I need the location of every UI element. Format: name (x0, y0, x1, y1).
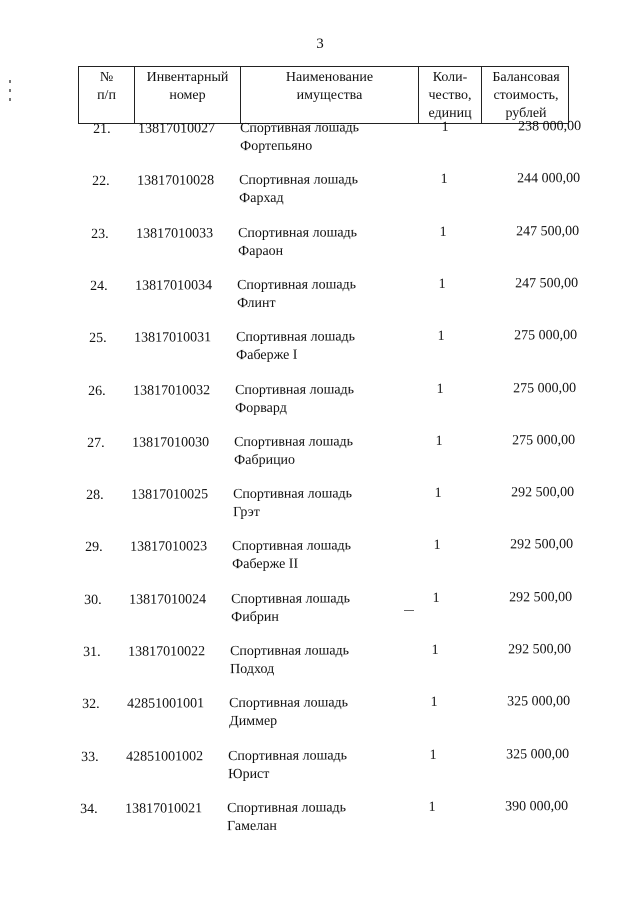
book-value: 292 500,00 (508, 589, 573, 606)
book-value: 292 500,00 (510, 485, 575, 501)
row-number: 32. (82, 697, 100, 713)
property-name: Спортивная лошадь Подход (230, 643, 350, 678)
inventory-number: 13817010024 (129, 591, 207, 608)
header-inventory-number: Инвентарный номер (135, 67, 241, 123)
scan-margin-mark (9, 80, 11, 83)
quantity: 1 (441, 119, 449, 135)
inventory-number: 13817010031 (134, 330, 212, 346)
property-name: Спортивная лошадь Фараон (238, 224, 358, 259)
row-number: 22. (92, 174, 110, 190)
table-row (82, 693, 582, 744)
quantity: 1 (438, 276, 446, 292)
table-row (89, 327, 589, 378)
row-number: 28. (86, 487, 104, 504)
table-row (88, 379, 588, 430)
header-property-name: Наименование имущества (241, 67, 419, 123)
table-row (87, 432, 587, 483)
property-name: Спортивная лошадь Фортепьяно (240, 120, 360, 155)
quantity: 1 (437, 329, 445, 345)
property-name: Спортивная лошадь Фибрин (231, 591, 351, 625)
property-name: Спортивная лошадь Юрист (228, 747, 348, 782)
property-name: Спортивная лошадь Форвард (235, 381, 355, 416)
property-name: Спортивная лошадь Гамелан (227, 800, 347, 834)
quantity: 1 (436, 381, 444, 397)
scan-margin-mark (9, 89, 11, 92)
book-value: 275 000,00 (512, 380, 577, 396)
property-name: Спортивная лошадь Фабрицио (234, 434, 354, 468)
property-name: Спортивная лошадь Фаберже I (236, 329, 356, 364)
inventory-number: 13817010033 (136, 225, 214, 242)
inventory-number: 13817010023 (130, 539, 208, 556)
property-name: Спортивная лошадь Фархад (239, 172, 359, 207)
header-row-number: № п/п (79, 67, 135, 123)
quantity: 1 (429, 747, 437, 763)
inventory-number: 13817010028 (137, 173, 215, 190)
inventory-number: 13817010025 (131, 487, 209, 503)
table-row (90, 275, 590, 326)
book-value: 275 000,00 (513, 328, 578, 344)
property-name: Спортивная лошадь Грэт (233, 486, 353, 521)
row-number: 31. (83, 644, 101, 660)
quantity: 1 (430, 695, 438, 711)
row-number: 25. (89, 331, 107, 347)
table-row (84, 589, 584, 640)
book-value: 247 500,00 (514, 275, 579, 292)
book-value: 292 500,00 (509, 537, 574, 553)
row-number: 30. (84, 592, 102, 608)
inventory-number: 13817010022 (128, 644, 206, 660)
row-number: 21. (93, 121, 111, 137)
row-number: 33. (81, 749, 99, 765)
table-row (93, 118, 593, 169)
row-number: 24. (90, 278, 108, 294)
inventory-number: 42851001002 (126, 748, 204, 765)
book-value: 244 000,00 (516, 171, 581, 187)
scan-margin-mark (9, 98, 11, 101)
inventory-number: 13817010034 (135, 278, 213, 294)
row-number: 34. (80, 801, 98, 817)
table-row (80, 798, 580, 849)
book-value: 238 000,00 (517, 119, 582, 135)
row-number: 29. (85, 540, 103, 556)
inventory-number: 13817010030 (132, 435, 210, 451)
book-value: 390 000,00 (504, 798, 569, 815)
table-row (81, 746, 581, 797)
table-row (92, 170, 592, 221)
table-row (85, 536, 585, 587)
inventory-number: 13817010032 (133, 382, 211, 399)
inventory-number: 42851001001 (127, 696, 205, 713)
table-row (83, 641, 583, 692)
quantity: 1 (432, 590, 440, 606)
book-value: 247 500,00 (515, 223, 580, 239)
property-name: Спортивная лошадь Диммер (229, 695, 349, 730)
book-value: 325 000,00 (505, 746, 570, 762)
quantity: 1 (428, 799, 436, 815)
page-number: 3 (316, 36, 324, 52)
book-value: 325 000,00 (506, 694, 571, 710)
header-book-value: Балансовая стоимость, рублей (492, 70, 560, 121)
quantity: 1 (431, 642, 439, 658)
property-name: Спортивная лошадь Фаберже II (232, 538, 352, 573)
row-number: 26. (88, 383, 106, 399)
book-value: 275 000,00 (511, 432, 576, 449)
quantity: 1 (439, 224, 447, 240)
property-table-header (78, 66, 569, 124)
row-number: 23. (91, 226, 109, 242)
header-quantity: Коли- чество, единиц (419, 67, 482, 123)
property-name: Спортивная лошадь Флинт (237, 277, 357, 311)
book-value: 292 500,00 (507, 642, 572, 658)
inventory-number: 13817010021 (125, 801, 203, 817)
quantity: 1 (433, 538, 441, 554)
quantity: 1 (440, 172, 448, 188)
table-row (86, 484, 586, 535)
table-row (91, 223, 591, 274)
row-number: 27. (87, 435, 105, 451)
inventory-number: 13817010027 (138, 121, 216, 137)
quantity: 1 (435, 433, 443, 449)
quantity: 1 (434, 485, 442, 501)
